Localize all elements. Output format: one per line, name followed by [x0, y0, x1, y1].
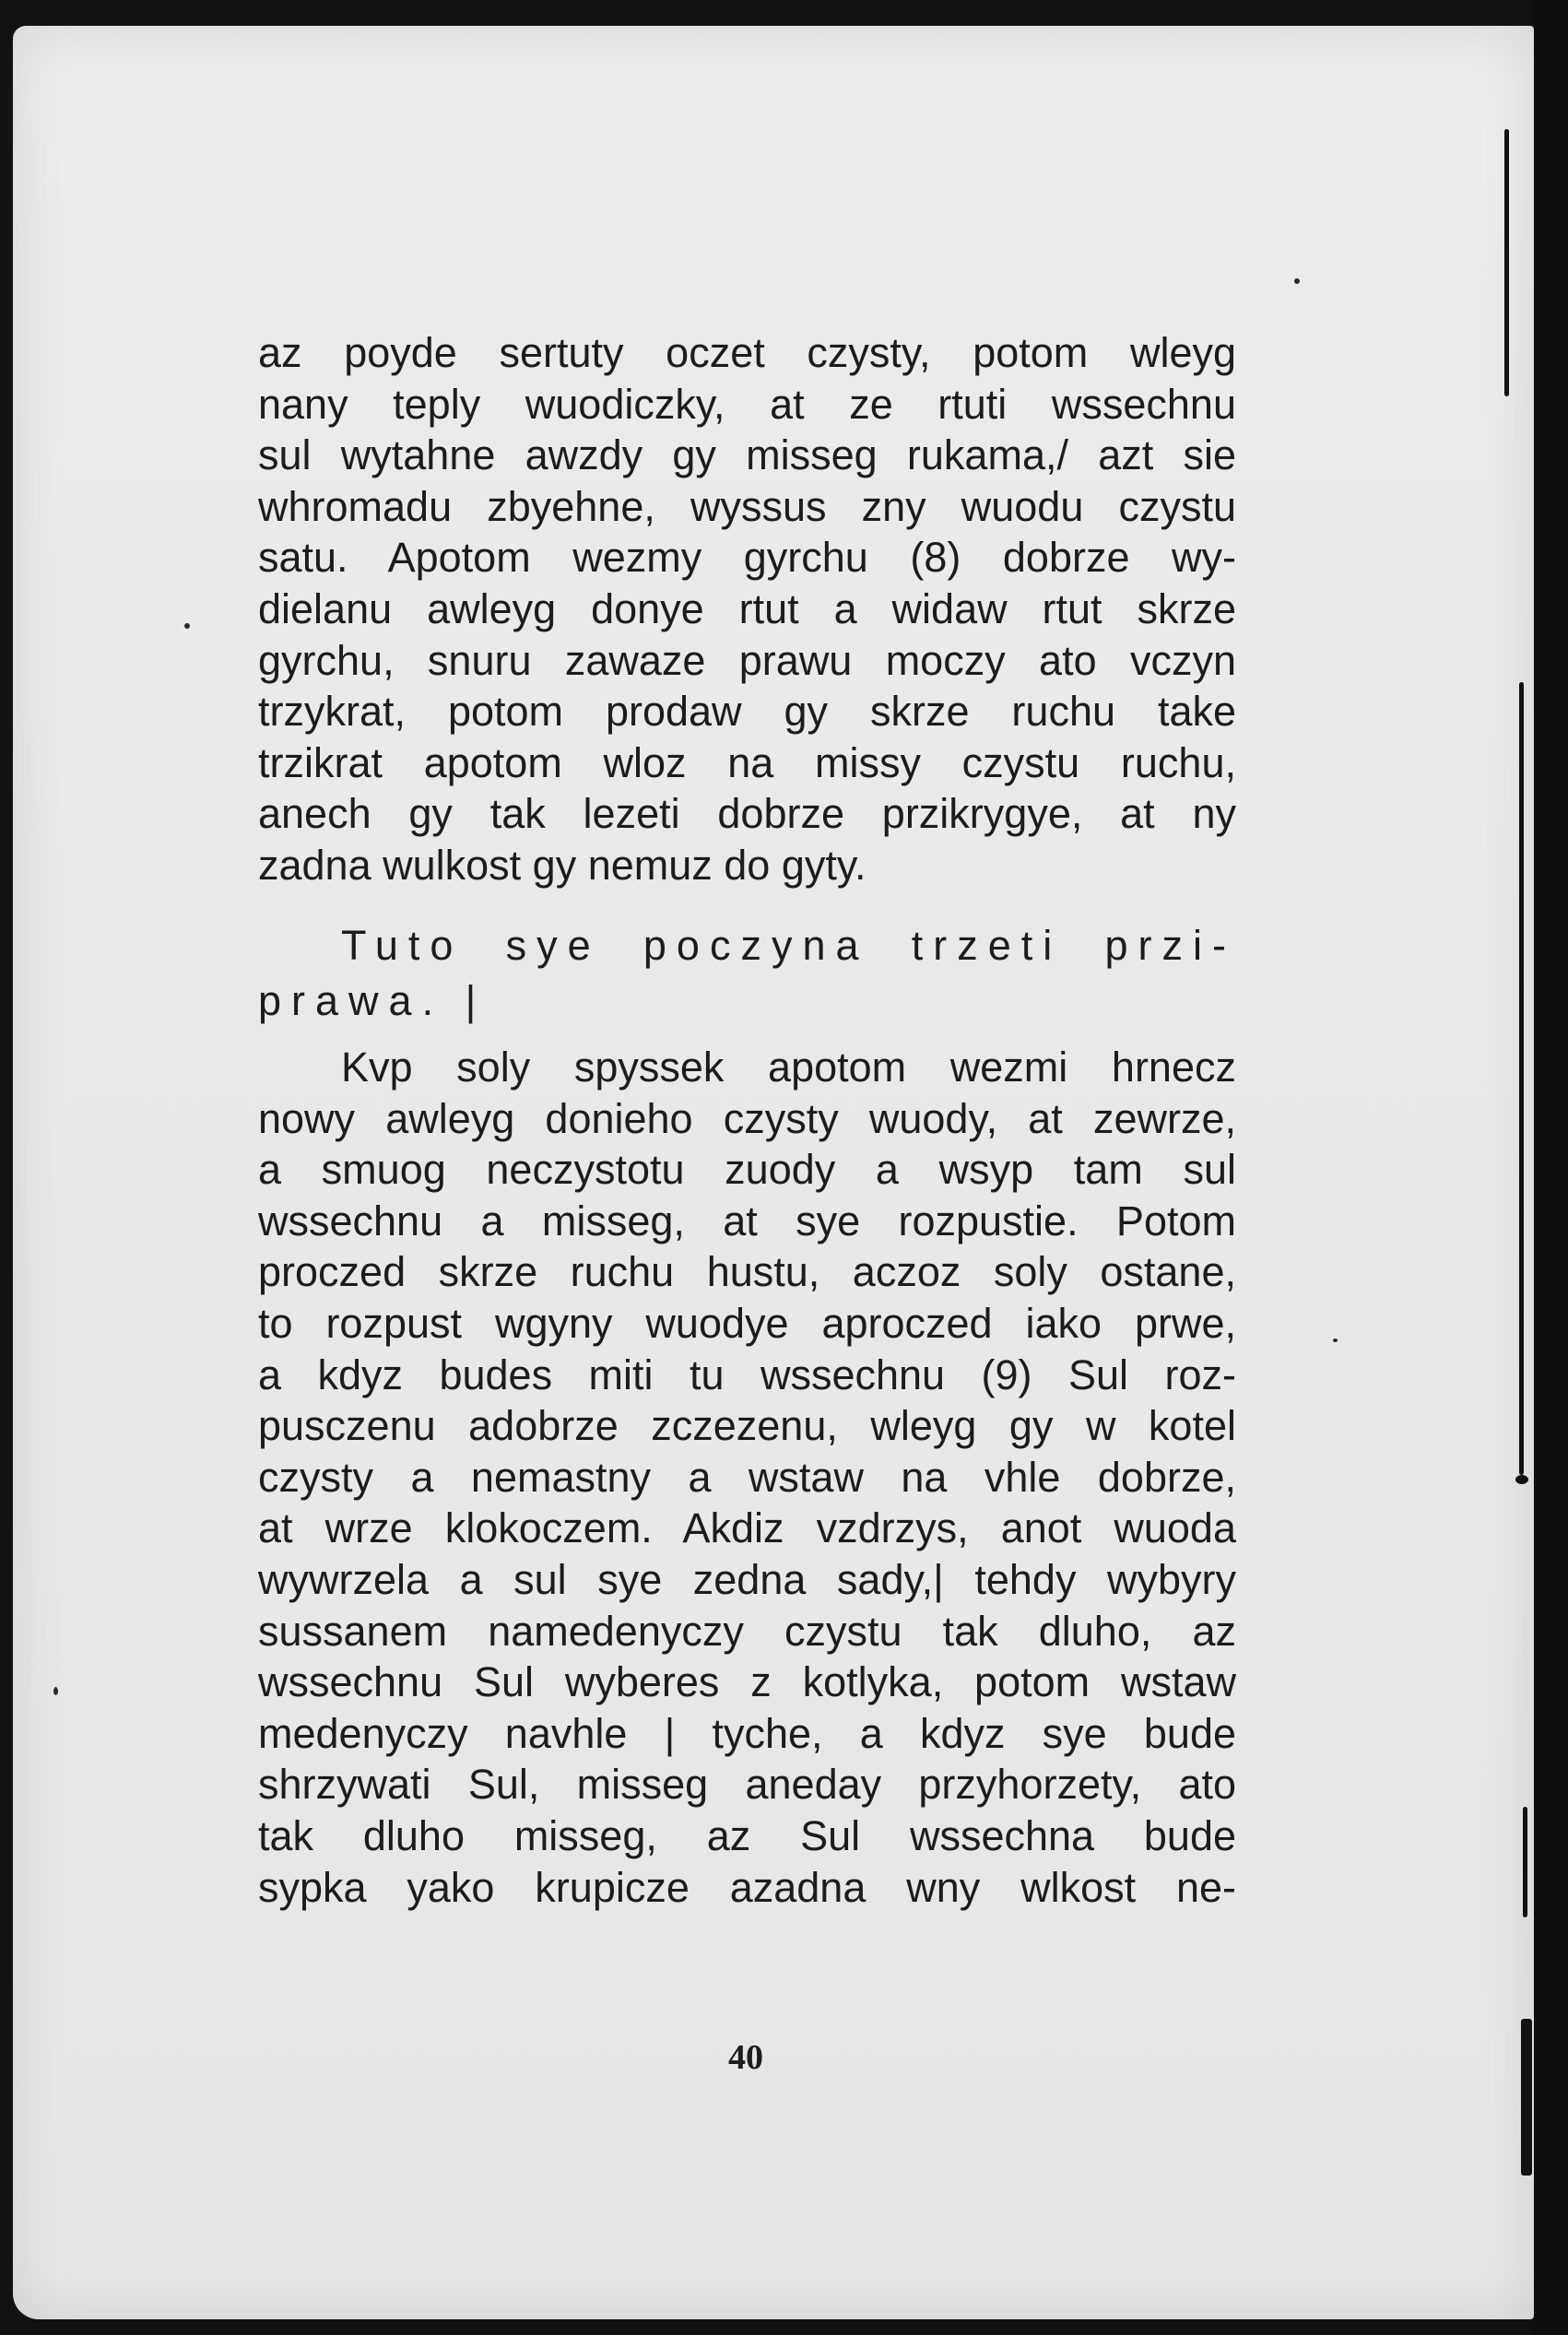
text-line: shrzywati Sul, misseg aneday przyhorzety, ato: [258, 1761, 1236, 1809]
text-line: proczed skrze ruchu hustu, aczoz soly ostane,: [258, 1248, 1236, 1296]
text-line: czysty a nemastny a wstaw na vhle dobrze,: [258, 1453, 1236, 1501]
binding-mark: [1515, 1475, 1528, 1484]
text-line: wywrzela a sul sye zedna sady,| tehdy wybyry: [258, 1555, 1236, 1603]
text-line: at wrze klokoczem. Akdiz vzdrzys, anot wuoda: [258, 1504, 1236, 1552]
text-line: dielanu awleyg donye rtut a widaw rtut skrze: [258, 584, 1236, 632]
text-line: Kvp soly spyssek apotom wezmi hrnecz: [341, 1044, 1236, 1091]
text-line: a kdyz budes miti tu wssechnu (9) Sul roz-: [258, 1350, 1236, 1398]
text-line: trzykrat, potom prodaw gy skrze ruchu take: [258, 688, 1236, 736]
text-line: tak dluho misseg, az Sul wssechna bude: [258, 1811, 1236, 1859]
text-line: sussanem namedenyczy czystu tak dluho, az: [258, 1607, 1236, 1655]
text-line: wssechnu Sul wyberes z kotlyka, potom wstaw: [258, 1658, 1236, 1706]
heading-line: prawa. |: [258, 977, 487, 1024]
text-line: a smuog neczystotu zuody a wsyp tam sul: [258, 1146, 1236, 1194]
text-line: nowy awleyg donieho czysty wuody, at zewrze,: [258, 1094, 1236, 1142]
text-line: anech gy tak lezeti dobrze przikrygye, at ny: [258, 790, 1236, 838]
scan-right-border: [1534, 0, 1568, 2335]
scan-speck: [53, 1687, 58, 1695]
text-line: whromadu zbyehne, wyssus zny wuodu czystu: [258, 482, 1236, 530]
scan-speck: [1294, 278, 1300, 284]
page-number: 40: [728, 2038, 763, 2077]
scan-speck: [184, 623, 190, 629]
binding-mark: [1523, 1807, 1527, 1917]
text-line: sypka yako krupicze azadna wny wlkost ne-: [258, 1863, 1236, 1911]
text-line: zadna wulkost gy nemuz do gyty.: [258, 841, 867, 889]
text-line: medenyczy navhle | tyche, a kdyz sye bude: [258, 1709, 1236, 1757]
heading-line: Tuto sye poczyna trzeti przi-: [341, 922, 1236, 969]
text-line: sul wytahne awzdy gy misseg rukama,/ azt sie: [258, 431, 1236, 479]
binding-mark: [1519, 682, 1524, 1475]
text-line: wssechnu a misseg, at sye rozpustie. Potom: [258, 1197, 1236, 1244]
scan-speck: [1333, 1338, 1338, 1342]
section-heading: [258, 918, 1236, 1029]
paragraph-2: [258, 1042, 1236, 1913]
text-line: satu. Apotom wezmy gyrchu (8) dobrze wy-: [258, 534, 1236, 582]
text-line: pusczenu adobrze zczezenu, wleyg gy w kotel: [258, 1402, 1236, 1450]
text-line: to rozpust wgyny wuodye aproczed iako prwe,: [258, 1299, 1236, 1347]
paragraph-1: [258, 327, 1236, 891]
binding-mark: [1521, 2019, 1532, 2176]
text-line: nany teply wuodiczky, at ze rtuti wssechnu: [258, 380, 1236, 428]
binding-mark: [1504, 129, 1509, 396]
text-line: trzikrat apotom wloz na missy czystu ruchu,: [258, 738, 1236, 786]
text-line: gyrchu, snuru zawaze prawu moczy ato vczyn: [258, 636, 1236, 684]
text-line: az poyde sertuty oczet czysty, potom wleyg: [258, 329, 1236, 376]
